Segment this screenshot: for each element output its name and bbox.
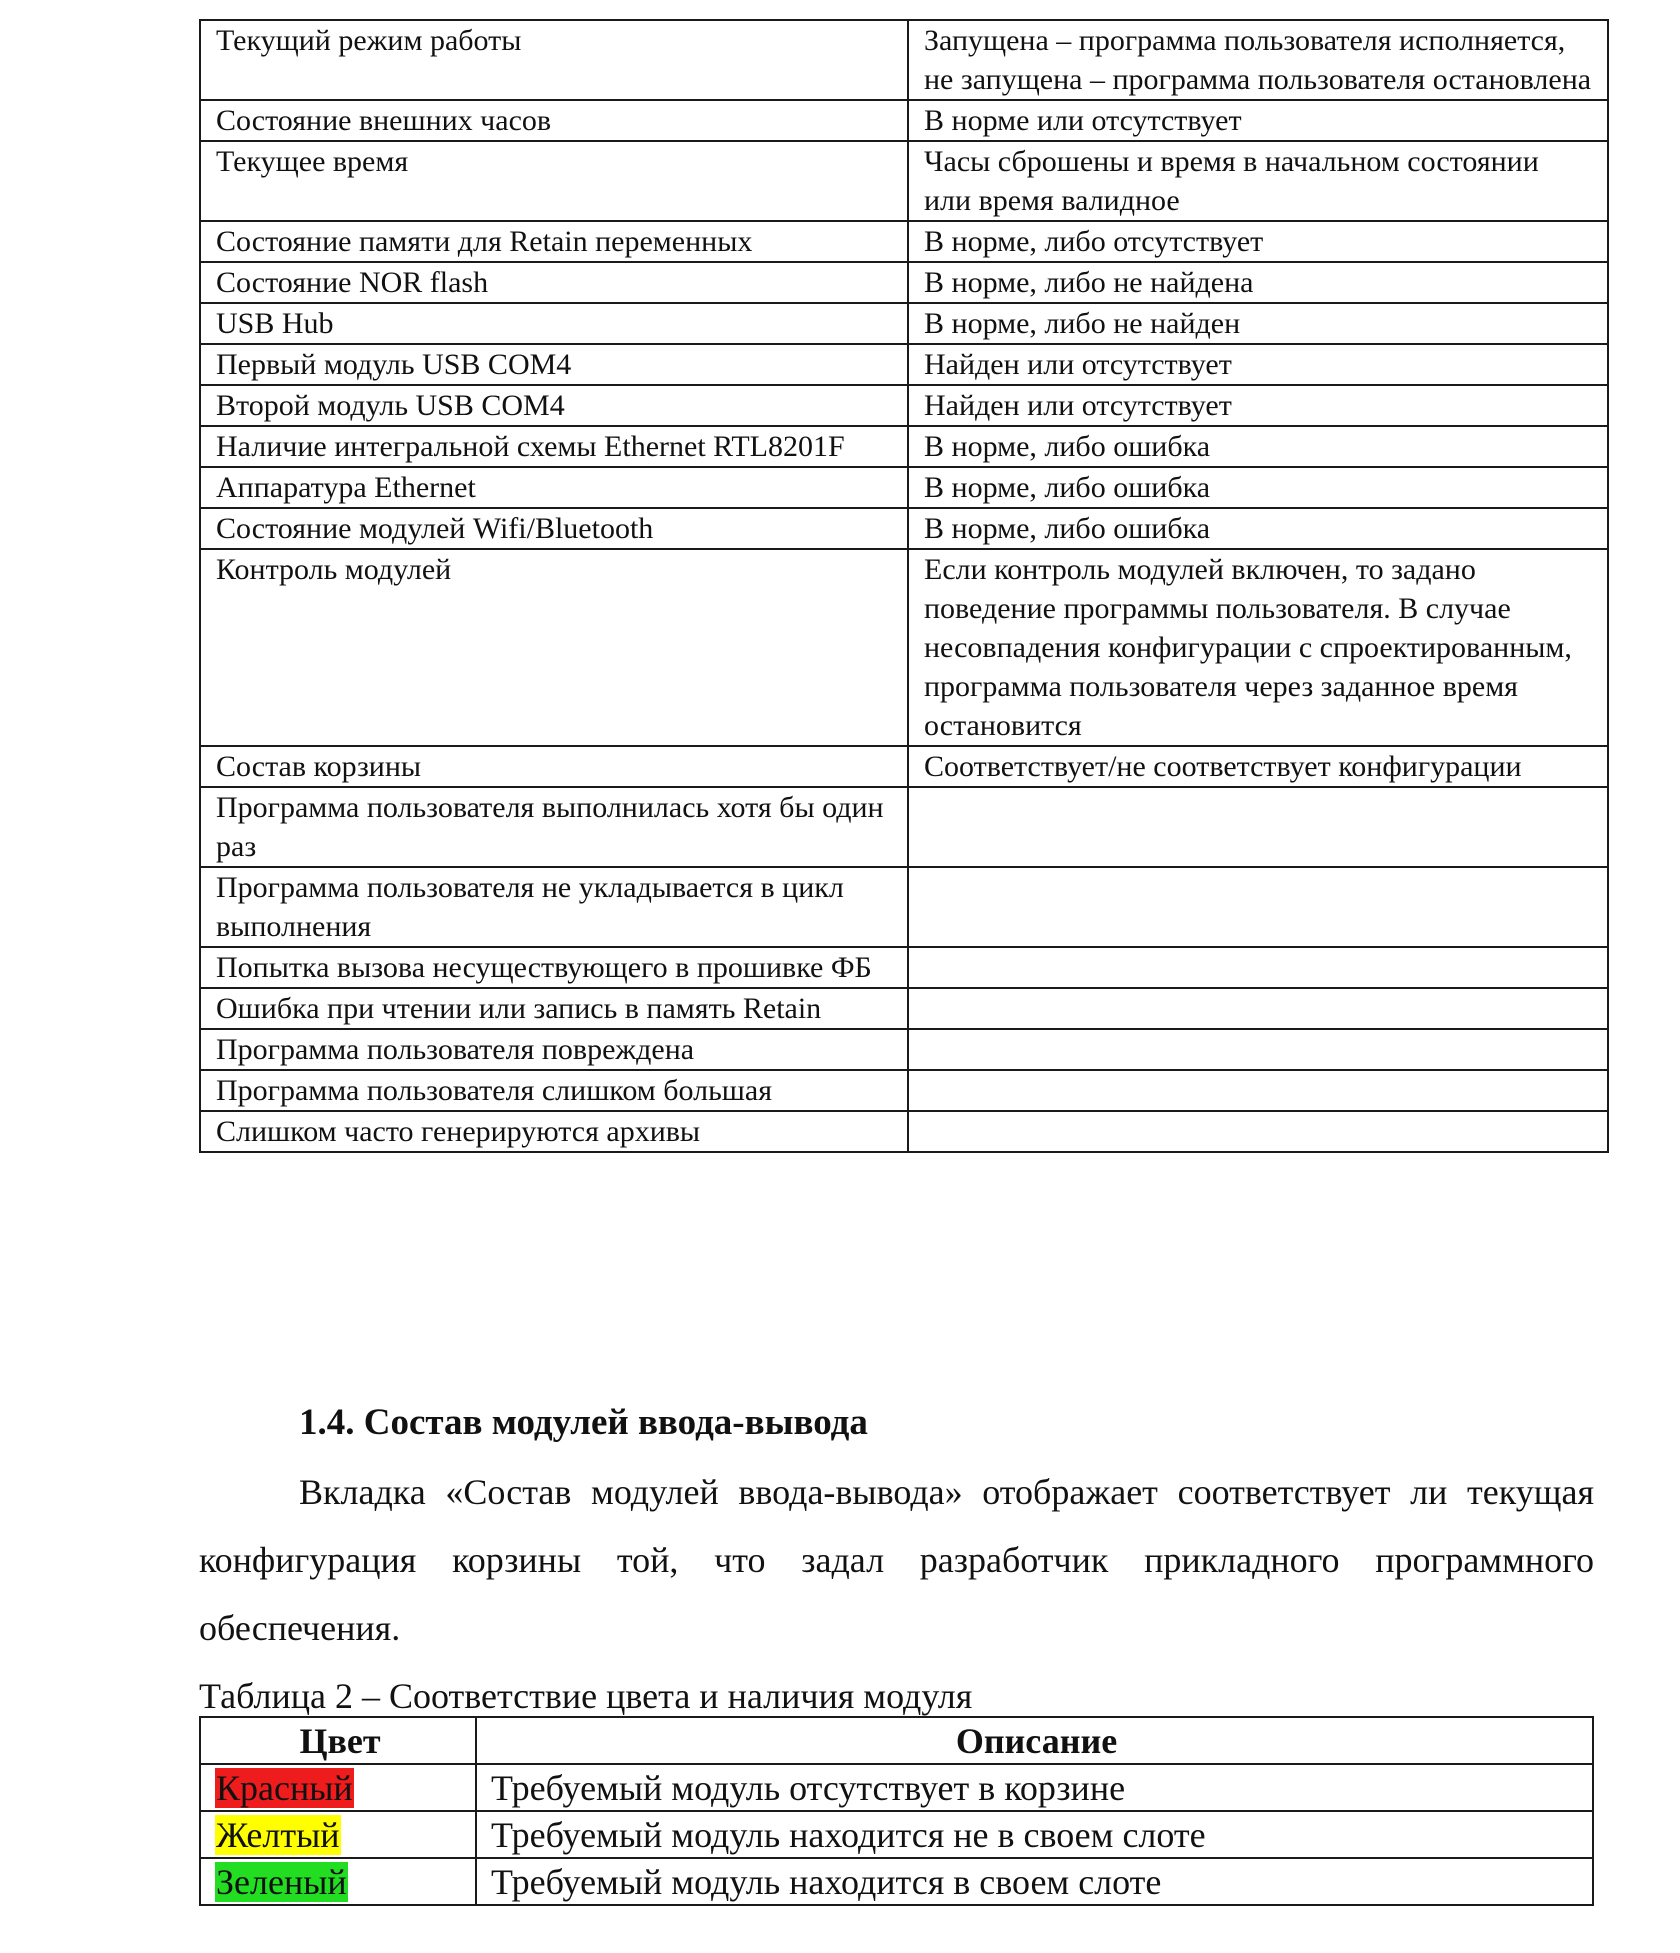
table-row bbox=[200, 787, 1608, 867]
table-row bbox=[200, 426, 1608, 467]
value-cell bbox=[908, 988, 1608, 1029]
value-cell: В норме, либо ошибка bbox=[908, 426, 1608, 467]
table-row bbox=[200, 867, 1608, 947]
description-cell: Требуемый модуль находится в своем слоте bbox=[476, 1858, 1593, 1905]
table-row bbox=[200, 1070, 1608, 1111]
table-row bbox=[200, 508, 1608, 549]
param-cell: Аппаратура Ethernet bbox=[200, 467, 908, 508]
value-cell: Часы сброшены и время в начальном состоянии или время валидное bbox=[908, 141, 1608, 221]
color-row-green bbox=[200, 1858, 1593, 1905]
param-cell: Программа пользователя не укладывается в цикл выполнения bbox=[200, 867, 908, 947]
color-swatch: Красный bbox=[216, 1767, 353, 1808]
table-row bbox=[200, 141, 1608, 221]
color-row-yellow bbox=[200, 1811, 1593, 1858]
value-cell: Найден или отсутствует bbox=[908, 344, 1608, 385]
param-cell: Состояние памяти для Retain переменных bbox=[200, 221, 908, 262]
param-cell: Первый модуль USB COM4 bbox=[200, 344, 908, 385]
param-cell: Программа пользователя повреждена bbox=[200, 1029, 908, 1070]
table-row bbox=[200, 1029, 1608, 1070]
value-cell: В норме, либо не найдена bbox=[908, 262, 1608, 303]
param-cell: Второй модуль USB COM4 bbox=[200, 385, 908, 426]
table-row bbox=[200, 262, 1608, 303]
color-table-header bbox=[200, 1717, 1593, 1764]
value-cell: В норме, либо отсутствует bbox=[908, 221, 1608, 262]
param-cell: Попытка вызова несуществующего в прошивке ФБ bbox=[200, 947, 908, 988]
param-cell: Программа пользователя слишком большая bbox=[200, 1070, 908, 1111]
table-row bbox=[200, 20, 1608, 100]
table-row bbox=[200, 746, 1608, 787]
value-cell: В норме или отсутствует bbox=[908, 100, 1608, 141]
color-swatch: Желтый bbox=[216, 1814, 340, 1855]
table-row bbox=[200, 988, 1608, 1029]
table-row bbox=[200, 385, 1608, 426]
header-color: Цвет bbox=[200, 1717, 476, 1764]
table-row bbox=[200, 467, 1608, 508]
param-cell: Слишком часто генерируются архивы bbox=[200, 1111, 908, 1152]
value-cell bbox=[908, 1070, 1608, 1111]
color-cell bbox=[200, 1764, 476, 1811]
table-row bbox=[200, 1111, 1608, 1152]
param-cell: Контроль модулей bbox=[200, 549, 908, 746]
param-cell: Состояние внешних часов bbox=[200, 100, 908, 141]
color-cell bbox=[200, 1811, 476, 1858]
description-cell: Требуемый модуль отсутствует в корзине bbox=[476, 1764, 1593, 1811]
table-row bbox=[200, 303, 1608, 344]
color-row-red bbox=[200, 1764, 1593, 1811]
value-cell: Соответствует/не соответствует конфигурации bbox=[908, 746, 1608, 787]
param-cell: Программа пользователя выполнилась хотя бы один раз bbox=[200, 787, 908, 867]
value-cell bbox=[908, 1029, 1608, 1070]
status-table bbox=[199, 19, 1609, 1153]
section-heading: 1.4. Состав модулей ввода-вывода bbox=[299, 1402, 868, 1443]
status-table-body bbox=[200, 20, 1608, 1152]
value-cell bbox=[908, 1111, 1608, 1152]
value-cell: Найден или отсутствует bbox=[908, 385, 1608, 426]
param-cell: Ошибка при чтении или запись в память Retain bbox=[200, 988, 908, 1029]
value-cell bbox=[908, 867, 1608, 947]
value-cell bbox=[908, 787, 1608, 867]
param-cell: Состояние модулей Wifi/Bluetooth bbox=[200, 508, 908, 549]
description-cell: Требуемый модуль находится не в своем слоте bbox=[476, 1811, 1593, 1858]
table-row bbox=[200, 221, 1608, 262]
param-cell: Состояние NOR flash bbox=[200, 262, 908, 303]
param-cell: Текущее время bbox=[200, 141, 908, 221]
header-description: Описание bbox=[476, 1717, 1593, 1764]
table-row bbox=[200, 947, 1608, 988]
color-table bbox=[199, 1716, 1594, 1906]
value-cell bbox=[908, 947, 1608, 988]
param-cell: Наличие интегральной схемы Ethernet RTL8201F bbox=[200, 426, 908, 467]
param-cell: Состав корзины bbox=[200, 746, 908, 787]
value-cell: В норме, либо ошибка bbox=[908, 467, 1608, 508]
param-cell: Текущий режим работы bbox=[200, 20, 908, 100]
table-row bbox=[200, 100, 1608, 141]
color-swatch: Зеленый bbox=[216, 1861, 347, 1902]
section-paragraph: Вкладка «Состав модулей ввода-вывода» отображает соответствует ли текущая конфигурация корзины той, что задал разработчик прикладного программного обеспечения. bbox=[199, 1472, 1594, 1648]
param-cell: USB Hub bbox=[200, 303, 908, 344]
table-row bbox=[200, 549, 1608, 746]
value-cell: В норме, либо не найден bbox=[908, 303, 1608, 344]
value-cell: В норме, либо ошибка bbox=[908, 508, 1608, 549]
table-row bbox=[200, 344, 1608, 385]
value-cell: Запущена – программа пользователя исполняется, не запущена – программа пользователя остановлена bbox=[908, 20, 1608, 100]
table-caption: Таблица 2 – Соответствие цвета и наличия модуля bbox=[199, 1676, 973, 1716]
value-cell: Если контроль модулей включен, то задано поведение программы пользователя. В случае несовпадения конфигурации с спроектированным, программа пользователя через заданное время остановится bbox=[908, 549, 1608, 746]
color-cell bbox=[200, 1858, 476, 1905]
